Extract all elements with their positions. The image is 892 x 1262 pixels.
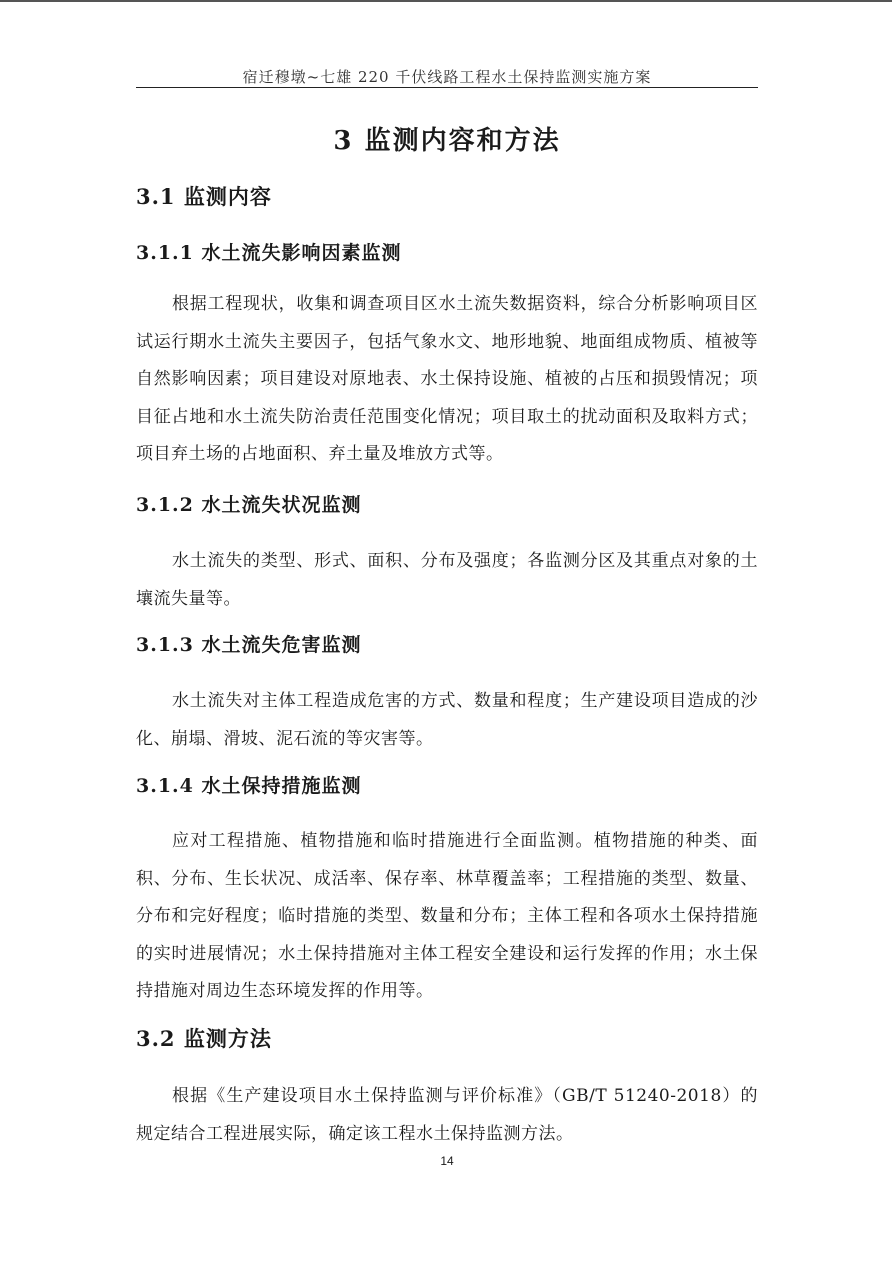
section-heading-3-1: 3.1 监测内容 [136,184,272,209]
subsection-heading-3-1-4: 3.1.4 水土保持措施监测 [136,775,362,797]
running-header: 宿迁穆墩~七雄 220 千伏线路工程水土保持监测实施方案 [242,68,652,86]
paragraph-3-1-4: 应对工程措施、植物措施和临时措施进行全面监测。植物措施的种类、面积、分布、生长状况、成活率、保存率、林草覆盖率；工程措施的类型、数量、分布和完好程度；临时措施的类型、数量和分布；主体工程和各项水土保持措施的实时进展情况；水土保持措施对主体工程安全建设和运行发挥的作用；水土保持措施对周边生态环境发挥的作用等。 [136,831,758,1001]
paragraph-3-2: 根据《生产建设项目水土保持监测与评价标准》（GB/T 51240-2018）的规定结合工程进展实际，确定该工程水土保持监测方法。 [136,1086,758,1144]
subsection-heading-3-1-3: 3.1.3 水土流失危害监测 [136,634,362,656]
subsection-heading-3-1-1: 3.1.1 水土流失影响因素监测 [136,242,402,264]
paragraph-3-1-3: 水土流失对主体工程造成危害的方式、数量和程度；生产建设项目造成的沙化、崩塌、滑坡、泥石流的等灾害等。 [136,691,758,749]
header-rule [136,87,758,88]
paragraph-3-1-1: 根据工程现状，收集和调查项目区水土流失数据资料，综合分析影响项目区试运行期水土流失主要因子，包括气象水文、地形地貌、地面组成物质、植被等自然影响因素；项目建设对原地表、水土保持设施、植被的占压和损毁情况；项目征占地和水土流失防治责任范围变化情况；项目取土的扰动面积及取料方式；项目弃土场的占地面积、弃土量及堆放方式等。 [136,294,758,464]
subsection-heading-3-1-2: 3.1.2 水土流失状况监测 [136,494,362,516]
page-top-border [0,0,892,2]
paragraph-3-1-2: 水土流失的类型、形式、面积、分布及强度；各监测分区及其重点对象的土壤流失量等。 [136,551,758,609]
page-number: 14 [440,1154,454,1168]
chapter-title: 3 监测内容和方法 [333,126,561,156]
section-heading-3-2: 3.2 监测方法 [136,1026,272,1051]
